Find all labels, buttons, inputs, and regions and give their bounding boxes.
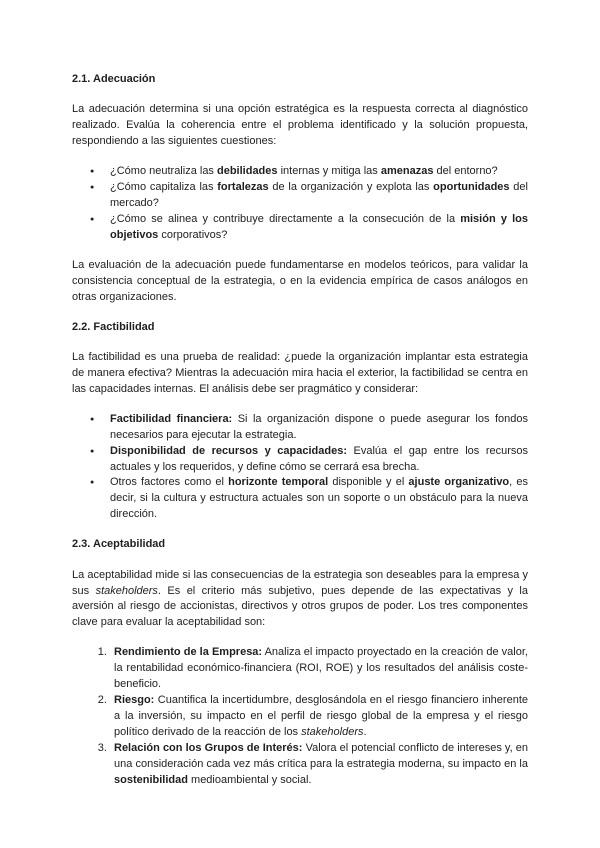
factibilidad-intro: La factibilidad es una prueba de realidad: ¿puede la organización implantar esta estrategia de manera efectiva? Mientras la adecuación mira hacia el exterior, la factibilidad se centra en las capacidades internas. El análisis debe ser pragmático y considerar: <box>72 350 528 395</box>
list-item: ● Otros factores como el horizonte temporal disponible y el ajuste organizativo, es decir, si la cultura y estructura actuales son un soporte o un obstáculo para la nueva dirección. <box>110 475 528 523</box>
list-item: 3. Relación con los Grupos de Interés: Valora el potencial conflicto de intereses y, en una consideración cada vez más crítica para la estrategia moderna, su impacto en la sostenibilidad medioambiental y social. <box>110 741 528 789</box>
list-item: ● ¿Cómo capitaliza las fortalezas de la organización y explota las oportunidades del mercado? <box>110 180 528 212</box>
list-item: ● ¿Cómo se alinea y contribuye directamente a la consecución de la misión y los objetivos corporativos? <box>110 212 528 244</box>
list-item: ● Factibilidad financiera: Si la organización dispone o puede asegurar los fondos necesarios para ejecutar la estrategia. <box>110 412 528 444</box>
section-heading-adecuacion: 2.1. Adecuación <box>72 73 156 85</box>
list-item: 1. Rendimiento de la Empresa: Analiza el impacto proyectado en la creación de valor, la rentabilidad económico-financiera (ROI, ROE) y los resultados del análisis coste-beneficio. <box>110 645 528 693</box>
adecuacion-intro: La adecuación determina si una opción estratégica es la respuesta correcta al diagnóstico realizado. Evalúa la coherencia entre el problema identificado y la solución propuesta, respondiendo a las siguientes cuestiones: <box>72 103 528 148</box>
aceptabilidad-list <box>72 645 528 788</box>
adecuacion-outro: La evaluación de la adecuación puede fundamentarse en modelos teóricos, para validar la consistencia conceptual de la estrategia, o en la evidencia empírica de casos análogos en otras organizaciones. <box>72 258 528 303</box>
aceptabilidad-intro: La aceptabilidad mide si las consecuencias de la estrategia son deseables para la empresa y sus stakeholders. Es el criterio más subjetivo, pues depende de las expectativas y la aversión al riesgo de accionistas, directivos y otros grupos de poder. Los tres componentes clave para evaluar la aceptabilidad son: <box>72 568 528 629</box>
list-item: ● Disponibilidad de recursos y capacidades: Evalúa el gap entre los recursos actuales y los requeridos, y define cómo se cerrará esa brecha. <box>110 444 528 476</box>
list-item: ● ¿Cómo neutraliza las debilidades internas y mitiga las amenazas del entorno? <box>110 164 528 180</box>
list-item: 2. Riesgo: Cuantifica la incertidumbre, desglosándola en el riesgo financiero inherente a la inversión, su impacto en el perfil de riesgo global de la empresa y el riesgo político derivado de la reacción de los stakeholders. <box>110 693 528 741</box>
adecuacion-questions <box>72 164 528 244</box>
factibilidad-list <box>72 412 528 524</box>
section-heading-factibilidad: 2.2. Factibilidad <box>72 320 155 333</box>
section-heading-aceptabilidad: 2.3. Aceptabilidad <box>72 538 166 551</box>
